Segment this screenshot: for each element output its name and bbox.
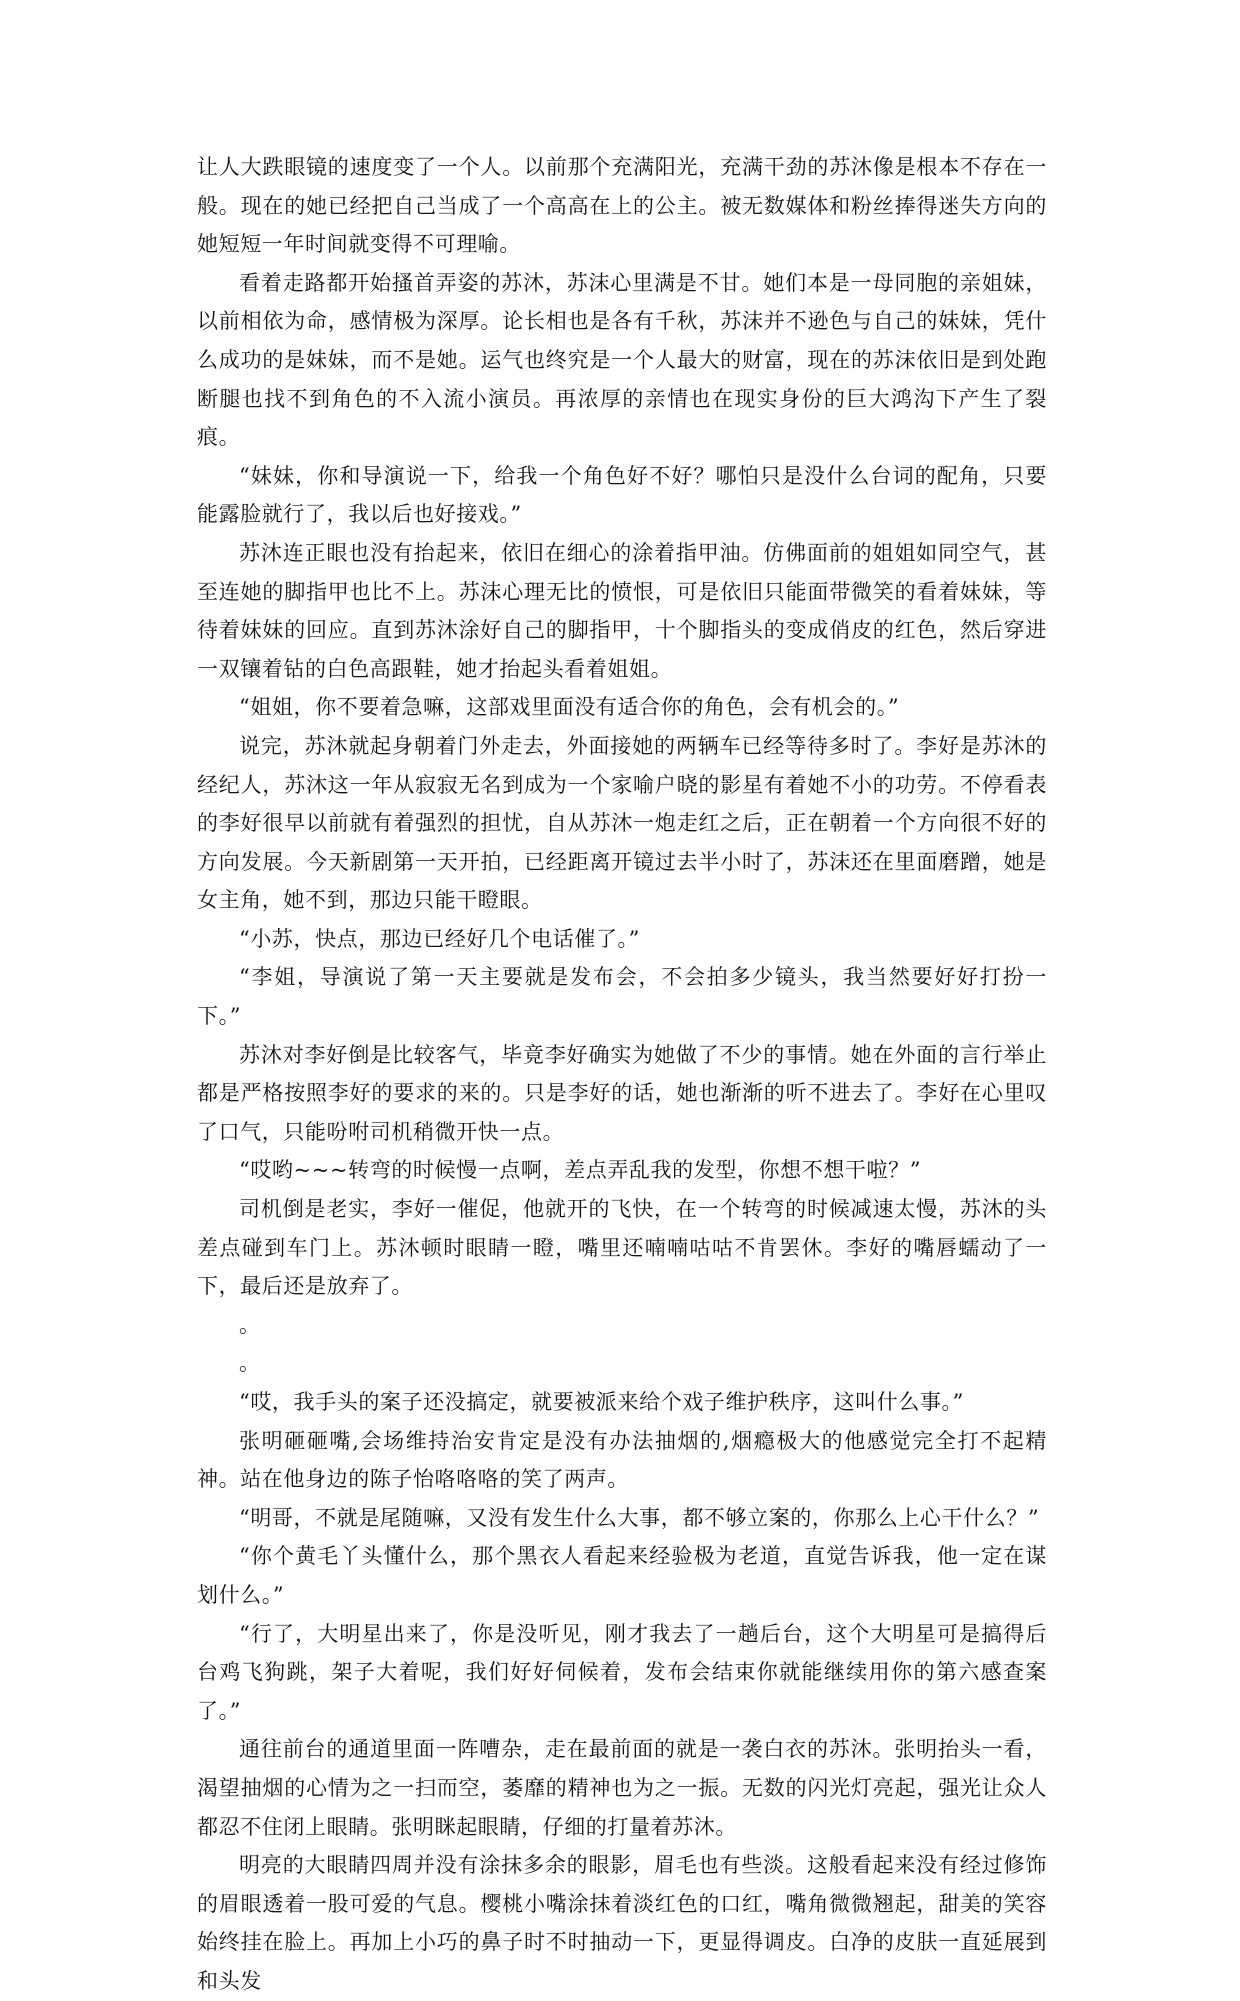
paragraph: 通往前台的通道里面一阵嘈杂，走在最前面的就是一袭白衣的苏沐。张明抬头一看，渴望抽烟的心情为之一扫而空，萎靡的精神也为之一振。无数的闪光灯亮起，强光让众人都忍不住闭上眼睛。张明眯起眼睛，仔细的打量着苏沐。 — [197, 1737, 1047, 1839]
paragraph: 苏沐连正眼也没有抬起来，依旧在细心的涂着指甲油。仿佛面前的姐姐如同空气，甚至连她的脚指甲也比不上。苏沫心理无比的愤恨，可是依旧只能面带微笑的看着妹妹，等待着妹妹的回应。直到苏沐涂好自己的脚指甲，十个脚指头的变成俏皮的红色，然后穿进一双镶着钻的白色高跟鞋，她才抬起头看着姐姐。 — [197, 540, 1047, 681]
paragraph: “妹妹，你和导演说一下，给我一个角色好不好？哪怕只是没什么台词的配角，只要能露脸就行了，我以后也好接戏。” — [197, 463, 1047, 527]
paragraph: 苏沐对李好倒是比较客气，毕竟李好确实为她做了不少的事情。她在外面的言行举止都是严格按照李好的要求的来的。只是李好的话，她也渐渐的听不进去了。李好在心里叹了口气，只能吩咐司机稍微开快一点。 — [197, 1042, 1047, 1144]
paragraph: “小苏，快点，那边已经好几个电话催了。” — [239, 926, 640, 951]
paragraph: “哎，我手头的案子还没搞定，就要被派来给个戏子维护秩序，这叫什么事。” — [239, 1390, 964, 1414]
paragraph: “姐姐，你不要着急嘛，这部戏里面没有适合你的角色，会有机会的。” — [239, 695, 900, 720]
paragraph: 说完，苏沐就起身朝着门外走去，外面接她的两辆车已经等待多时了。李好是苏沐的经纪人，苏沐这一年从寂寂无名到成为一个家喻户晓的影星有着她不小的功劳。不停看表的李好很早以前就有着强烈的担忧，自从苏沐一炮走红之后，正在朝着一个方向很不好的方向发展。今天新剧第一天开拍，已经距离开镜过去半小时了，苏沫还在里面磨蹭，她是女主角，她不到，那边只能干瞪眼。 — [197, 733, 1047, 913]
paragraph: 司机倒是老实，李好一催促，他就开的飞快，在一个转弯的时候减速太慢，苏沐的头差点碰到车门上。苏沐顿时眼睛一瞪，嘴里还喃喃咕咕不肯罢休。李好的嘴唇蠕动了一下，最后还是放弃了。 — [197, 1197, 1047, 1299]
scene-break-dot: 。 — [239, 1312, 261, 1337]
paragraph: “李姐，导演说了第一天主要就是发布会，不会拍多少镜头，我当然要好好打扮一下。” — [197, 965, 1047, 1029]
paragraph: “明哥，不就是尾随嘛，又没有发生什么大事，都不够立案的，你那么上心干什么？” — [239, 1505, 1040, 1530]
paragraph: 明亮的大眼睛四周并没有涂抹多余的眼影，眉毛也有些淡。这般看起来没有经过修饰的眉眼透着一股可爱的气息。樱桃小嘴涂抹着淡红色的口红，嘴角微微翘起，甜美的笑容始终挂在脸上。再加上小巧的鼻子时不时抽动一下，更显得调皮。白净的皮肤一直延展到和头发 — [197, 1853, 1047, 1993]
paragraph: 看着走路都开始搔首弄姿的苏沐，苏沫心里满是不甘。她们本是一母同胞的亲姐妹，以前相依为命，感情极为深厚。论长相也是各有千秋，苏沫并不逊色与自己的妹妹，凭什么成功的是妹妹，而不是她。运气也终究是一个人最大的财富，现在的苏沫依旧是到处跑断腿也找不到角色的不入流小演员。再浓厚的亲情也在现实身份的巨大鸿沟下产生了裂痕。 — [197, 270, 1047, 450]
paragraph: “哎哟~~~转弯的时候慢一点啊，差点弄乱我的发型，你想不想干啦？” — [239, 1158, 922, 1183]
scene-break-dot: 。 — [239, 1351, 261, 1376]
paragraph: “行了，大明星出来了，你是没听见，刚才我去了一趟后台，这个大明星可是搞得后台鸡飞狗跳，架子大着呢，我们好好伺候着，发布会结束你就能继续用你的第六感查案了。” — [197, 1621, 1047, 1723]
paragraph: “你个黄毛丫头懂什么，那个黑衣人看起来经验极为老道，直觉告诉我，他一定在谋划什么。” — [197, 1544, 1047, 1607]
paragraph: 让人大跌眼镜的速度变了一个人。以前那个充满阳光，充满干劲的苏沐像是根本不存在一般。现在的她已经把自己当成了一个高高在上的公主。被无数媒体和粉丝捧得迷失方向的她短短一年时间就变得不可理喻。 — [197, 155, 1047, 257]
document-body — [197, 148, 1047, 2001]
paragraph: 张明砸砸嘴,会场维持治安肯定是没有办法抽烟的,烟瘾极大的他感觉完全打不起精神。站在他身边的陈子怡咯咯咯的笑了两声。 — [197, 1428, 1047, 1492]
